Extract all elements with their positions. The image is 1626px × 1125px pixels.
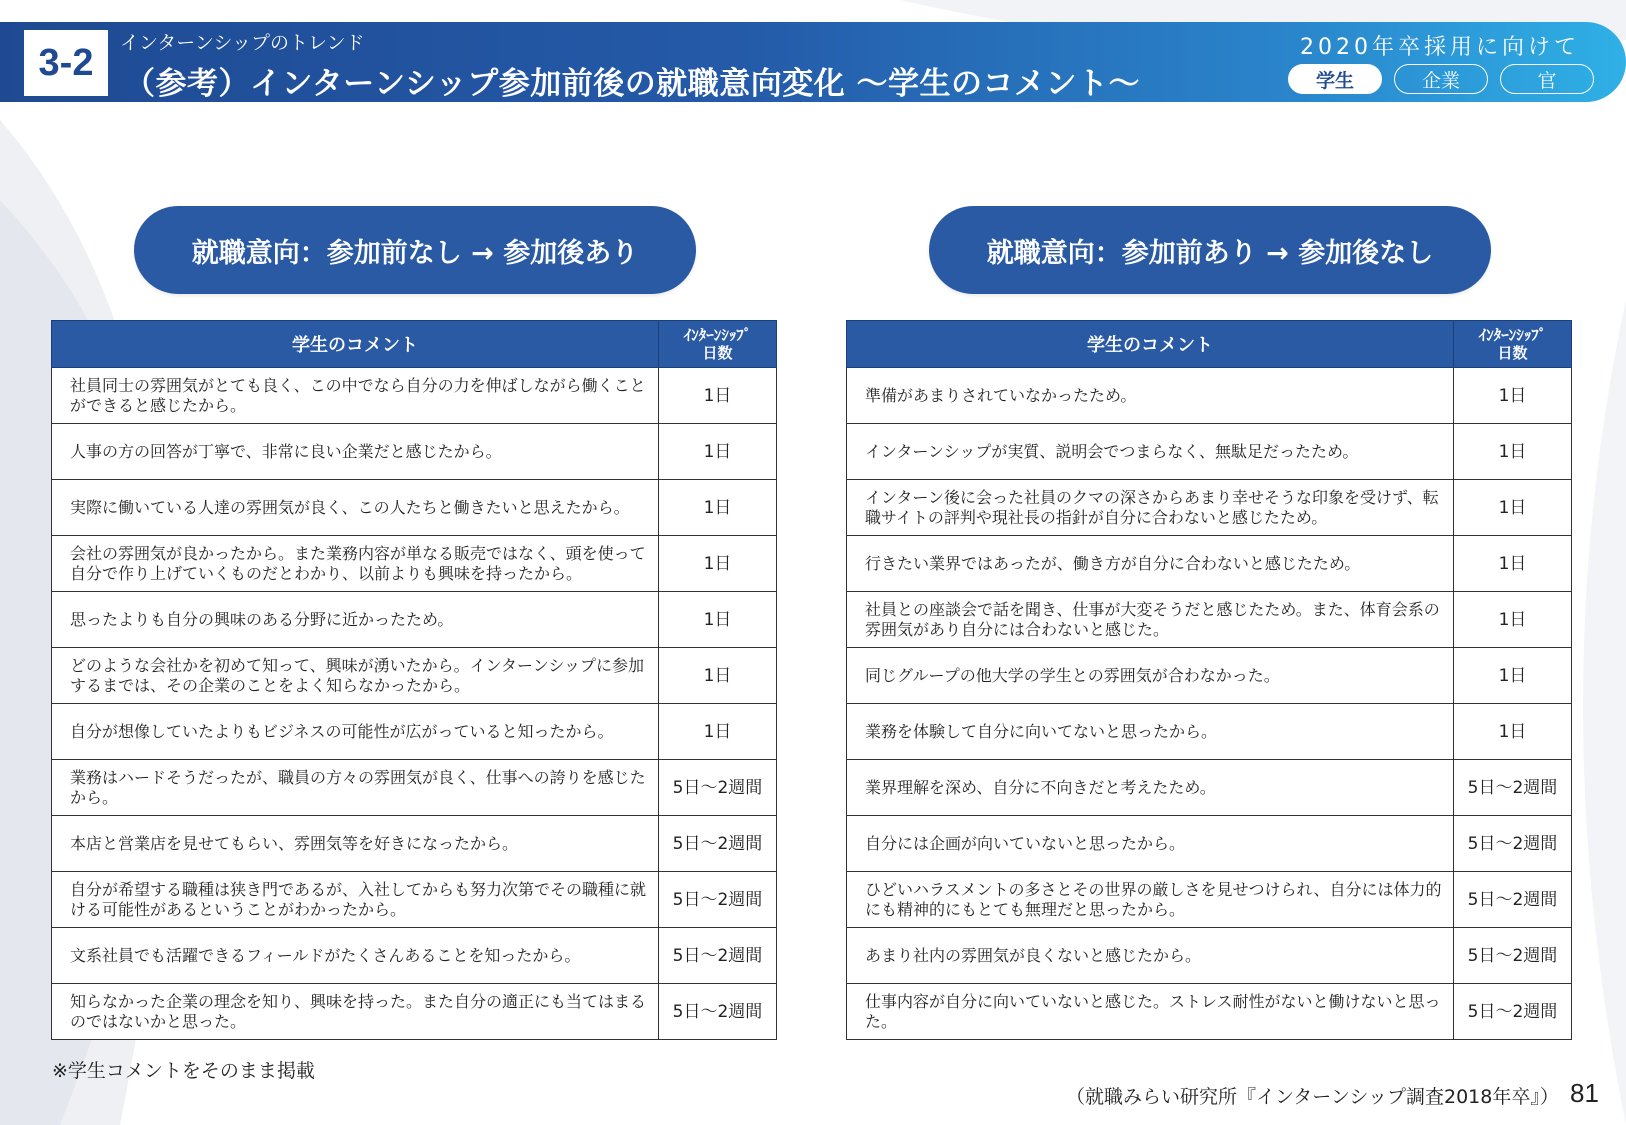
comment-cell: 仕事内容が自分に向いていないと感じた。ストレス耐性がないと働けないと思った。 (847, 984, 1454, 1040)
right-comments-table (846, 320, 1572, 1040)
column-header-comment: 学生のコメント (52, 321, 659, 368)
tag-government[interactable]: 官 (1500, 64, 1594, 94)
table-row (847, 648, 1572, 704)
days-cell: 5日～2週間 (659, 872, 777, 928)
days-cell: 1日 (659, 704, 777, 760)
comment-cell: ひどいハラスメントの多さとその世界の厳しさを見せつけられ、自分には体力的にも精神的にもとても無理だと思ったから。 (847, 872, 1454, 928)
comment-cell: 行きたい業界ではあったが、働き方が自分に合わないと感じたため。 (847, 536, 1454, 592)
comment-cell: 本店と営業店を見せてもらい、雰囲気等を好きになったから。 (52, 816, 659, 872)
table-row (847, 984, 1572, 1040)
days-cell: 5日～2週間 (1454, 984, 1572, 1040)
table-row (847, 480, 1572, 536)
table-row (52, 592, 777, 648)
comment-cell: 社員との座談会で話を聞き、仕事が大変そうだと感じたため。また、体育会系の雰囲気があり自分には合わないと感じた。 (847, 592, 1454, 648)
section-subtitle: インターンシップのトレンド (120, 32, 365, 54)
days-cell: 5日～2週間 (659, 816, 777, 872)
source-citation: （就職みらい研究所『インターンシップ調査2018年卒』） (1066, 1086, 1559, 1108)
page-number: 81 (1570, 1078, 1599, 1108)
table-row (847, 536, 1572, 592)
column-header-days-line2: 日数 (1497, 344, 1528, 362)
table-row (52, 984, 777, 1040)
comment-cell: 会社の雰囲気が良かったから。また業務内容が単なる販売ではなく、頭を使って自分で作り上げていくものだとわかり、以前よりも興味を持ったから。 (52, 536, 659, 592)
column-header-days (1454, 321, 1572, 368)
tag-student[interactable]: 学生 (1288, 64, 1382, 94)
comment-cell: 自分には企画が向いていないと思ったから。 (847, 816, 1454, 872)
table-row (847, 872, 1572, 928)
comment-cell: 思ったよりも自分の興味のある分野に近かったため。 (52, 592, 659, 648)
days-cell: 5日～2週間 (659, 928, 777, 984)
table-row (52, 648, 777, 704)
comment-cell: 文系社員でも活躍できるフィールドがたくさんあることを知ったから。 (52, 928, 659, 984)
right-section-pill: 就職意向：参加前あり → 参加後なし (929, 206, 1491, 294)
days-cell: 1日 (659, 424, 777, 480)
table-header-row (52, 321, 777, 368)
comment-cell: インターン後に会った社員のクマの深さからあまり幸せそうな印象を受けず、転職サイトの評判や現社長の指針が自分に合わないと感じたため。 (847, 480, 1454, 536)
year-label: 2020年卒採用に向けて (1300, 35, 1580, 60)
footnote: ※学生コメントをそのまま掲載 (52, 1060, 315, 1082)
column-header-days-line2: 日数 (702, 344, 733, 362)
comment-cell: あまり社内の雰囲気が良くないと感じたから。 (847, 928, 1454, 984)
days-cell: 1日 (1454, 648, 1572, 704)
left-section-pill: 就職意向：参加前なし → 参加後あり (134, 206, 696, 294)
comment-cell: 業務を体験して自分に向いてないと思ったから。 (847, 704, 1454, 760)
days-cell: 1日 (1454, 424, 1572, 480)
table-row (52, 480, 777, 536)
comment-cell: 人事の方の回答が丁寧で、非常に良い企業だと感じたから。 (52, 424, 659, 480)
table-row (847, 760, 1572, 816)
table-row (52, 872, 777, 928)
comment-cell: 業務はハードそうだったが、職員の方々の雰囲気が良く、仕事への誇りを感じたから。 (52, 760, 659, 816)
table-row (52, 424, 777, 480)
page-title: （参考）インターンシップ参加前後の就職意向変化 ～学生のコメント～ (124, 66, 1141, 102)
column-header-comment: 学生のコメント (847, 321, 1454, 368)
tag-company[interactable]: 企業 (1394, 64, 1488, 94)
table-row (847, 928, 1572, 984)
table-row (847, 816, 1572, 872)
days-cell: 1日 (1454, 704, 1572, 760)
column-header-days-line1: ｲﾝﾀｰﾝｼｯﾌﾟ (683, 326, 752, 344)
comment-cell: 知らなかった企業の理念を知り、興味を持った。また自分の適正にも当てはまるのではないかと思った。 (52, 984, 659, 1040)
days-cell: 1日 (659, 480, 777, 536)
table-row (52, 368, 777, 424)
days-cell: 1日 (1454, 480, 1572, 536)
table-row (847, 592, 1572, 648)
days-cell: 5日～2週間 (659, 984, 777, 1040)
comment-cell: 業界理解を深め、自分に不向きだと考えたため。 (847, 760, 1454, 816)
table-row (52, 536, 777, 592)
comment-cell: 自分が想像していたよりもビジネスの可能性が広がっていると知ったから。 (52, 704, 659, 760)
comment-cell: 準備があまりされていなかったため。 (847, 368, 1454, 424)
table-row (52, 760, 777, 816)
days-cell: 5日～2週間 (1454, 816, 1572, 872)
days-cell: 5日～2週間 (659, 760, 777, 816)
left-comments-table (51, 320, 777, 1040)
table-row (52, 704, 777, 760)
days-cell: 1日 (659, 648, 777, 704)
table-row (847, 368, 1572, 424)
column-header-days (659, 321, 777, 368)
table-row (52, 928, 777, 984)
comment-cell: インターンシップが実質、説明会でつまらなく、無駄足だったため。 (847, 424, 1454, 480)
days-cell: 5日～2週間 (1454, 872, 1572, 928)
comment-cell: 自分が希望する職種は狭き門であるが、入社してからも努力次第でその職種に就ける可能性があるということがわかったから。 (52, 872, 659, 928)
comment-cell: どのような会社かを初めて知って、興味が湧いたから。インターンシップに参加するまでは、その企業のことをよく知らなかったから。 (52, 648, 659, 704)
days-cell: 1日 (659, 536, 777, 592)
comment-cell: 実際に働いている人達の雰囲気が良く、この人たちと働きたいと思えたから。 (52, 480, 659, 536)
days-cell: 1日 (1454, 536, 1572, 592)
table-header-row (847, 321, 1572, 368)
days-cell: 1日 (1454, 592, 1572, 648)
table-row (847, 704, 1572, 760)
table-row (52, 816, 777, 872)
days-cell: 5日～2週間 (1454, 928, 1572, 984)
days-cell: 1日 (659, 368, 777, 424)
days-cell: 1日 (1454, 368, 1572, 424)
section-number-badge: 3-2 (24, 30, 108, 96)
comment-cell: 同じグループの他大学の学生との雰囲気が合わなかった。 (847, 648, 1454, 704)
table-row (847, 424, 1572, 480)
days-cell: 1日 (659, 592, 777, 648)
comment-cell: 社員同士の雰囲気がとても良く、この中でなら自分の力を伸ばしながら働くことができると感じたから。 (52, 368, 659, 424)
column-header-days-line1: ｲﾝﾀｰﾝｼｯﾌﾟ (1478, 326, 1547, 344)
days-cell: 5日～2週間 (1454, 760, 1572, 816)
